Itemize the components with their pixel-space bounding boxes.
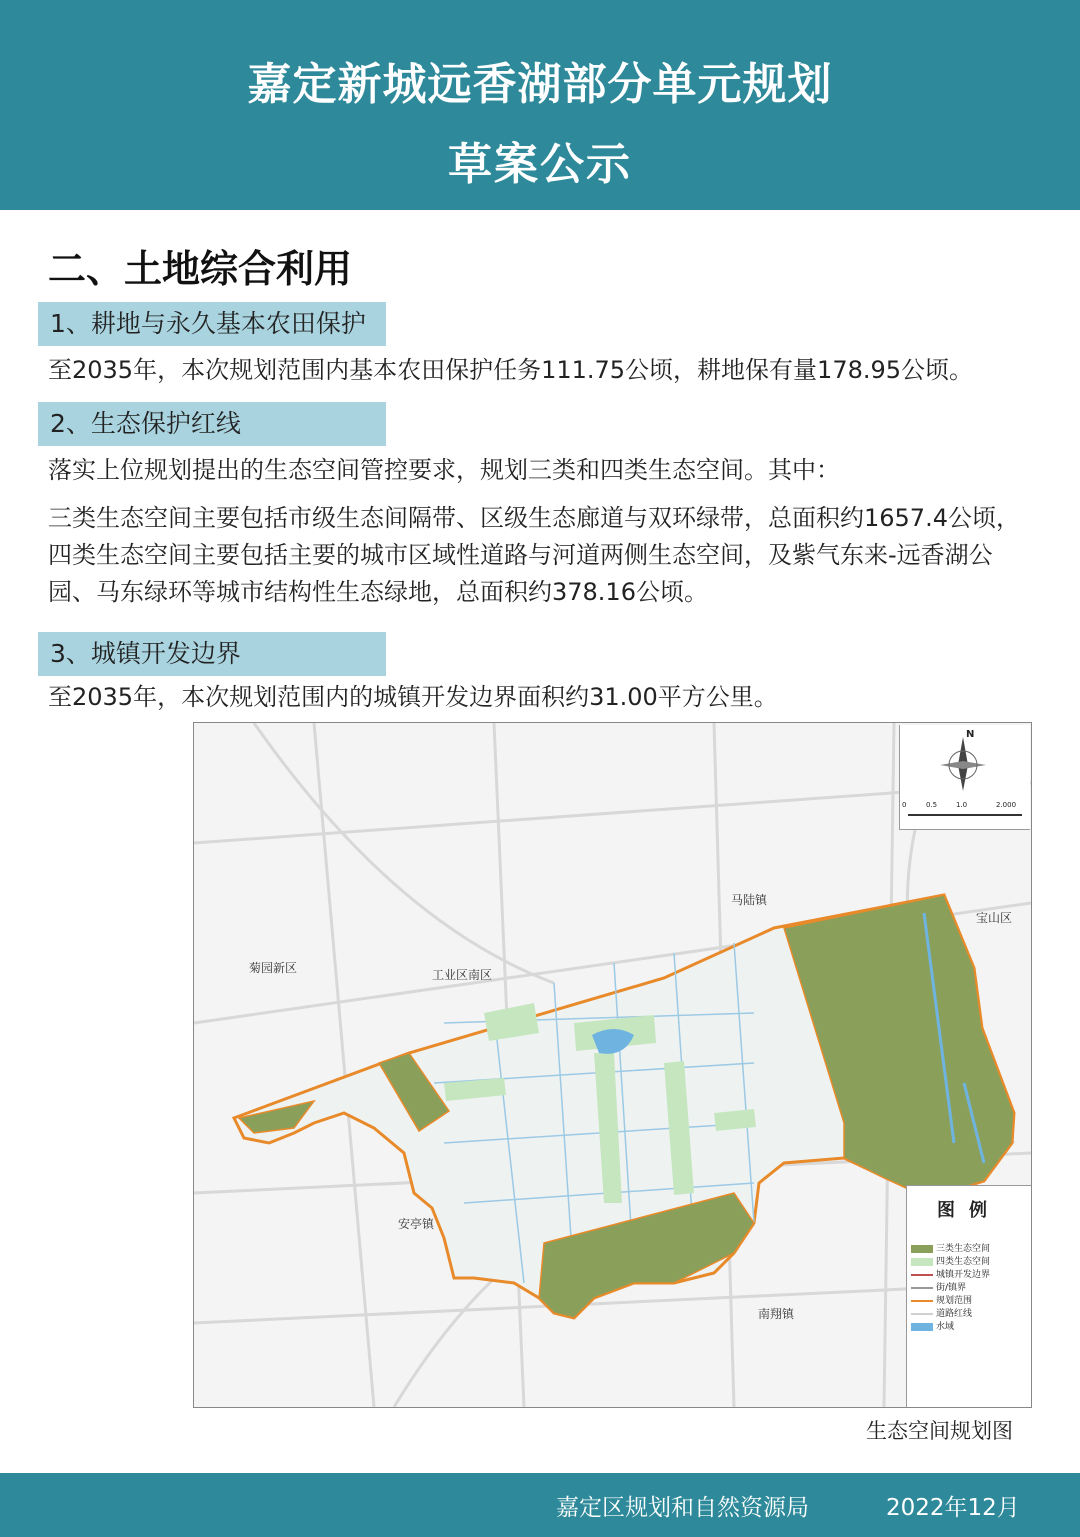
legend-swatch — [911, 1245, 933, 1253]
ecological-space-map — [193, 722, 1032, 1408]
scale-label-0: 0 — [902, 801, 907, 809]
compass-rose-icon — [900, 725, 1030, 829]
place-juyuan: 菊园新区 — [249, 961, 298, 975]
north-arrow-panel — [899, 725, 1030, 830]
place-anting: 安亭镇 — [398, 1217, 435, 1231]
subsection-2-text-2: 三类生态空间主要包括市级生态间隔带、区级生态廊道与双环绿带，总面积约1657.4公顷，四类生态空间主要包括主要的城市区域性道路与河道两侧生态空间，及紫气东来-远香湖公园、马东绿环等城市结构性生态绿地，总面积约378.16公顷。 — [48, 504, 1020, 606]
scale-label-3: 2.000 — [996, 801, 1017, 809]
legend-swatch — [911, 1287, 933, 1289]
legend-item: 四类生态空间 — [911, 1257, 990, 1268]
subsection-1-label: 1、耕地与永久基本农田保护 — [38, 302, 386, 346]
subsection-1-text: 至2035年，本次规划范围内基本农田保护任务111.75公顷，耕地保有量178.95公顷。 — [48, 356, 974, 384]
legend-swatch — [911, 1300, 933, 1302]
legend-item: 水域 — [911, 1322, 954, 1333]
legend-swatch — [911, 1313, 933, 1315]
subsection-2-label: 2、生态保护红线 — [38, 402, 386, 446]
legend-swatch — [911, 1258, 933, 1266]
legend-title: 图例 — [937, 1200, 1001, 1221]
place-gongye: 工业区南区 — [432, 968, 493, 982]
footer-bar — [0, 1473, 1080, 1537]
subsection-3-text: 至2035年，本次规划范围内的城镇开发边界面积约31.00平方公里。 — [48, 683, 778, 711]
legend-swatch — [911, 1274, 933, 1276]
north-label: N — [966, 729, 975, 740]
legend-item: 城镇开发边界 — [911, 1270, 990, 1281]
page-subtitle: 草案公示 — [448, 139, 632, 190]
place-baoshan: 宝山区 — [976, 911, 1013, 925]
subsection-3-label: 3、城镇开发边界 — [38, 632, 386, 676]
legend-item: 规划范围 — [911, 1296, 972, 1307]
header-banner — [0, 0, 1080, 210]
footer-organization: 嘉定区规划和自然资源局 — [556, 1495, 809, 1521]
place-malu: 马陆镇 — [731, 893, 768, 907]
scale-label-1: 0.5 — [926, 801, 938, 809]
scale-label-2: 1.0 — [956, 801, 968, 809]
legend-swatch — [911, 1323, 933, 1331]
legend-item: 三类生态空间 — [911, 1244, 990, 1255]
page-title: 嘉定新城远香湖部分单元规划 — [247, 59, 833, 110]
footer-date: 2022年12月 — [886, 1495, 1020, 1521]
map-legend — [906, 1185, 1031, 1408]
legend-item: 街/镇界 — [911, 1283, 966, 1294]
legend-item: 道路红线 — [911, 1309, 972, 1320]
subsection-2-text-1: 落实上位规划提出的生态空间管控要求，规划三类和四类生态空间。其中： — [48, 456, 840, 484]
place-nanxiang: 南翔镇 — [758, 1307, 795, 1321]
section-title: 二、土地综合利用 — [48, 247, 353, 291]
map-caption: 生态空间规划图 — [866, 1419, 1013, 1443]
